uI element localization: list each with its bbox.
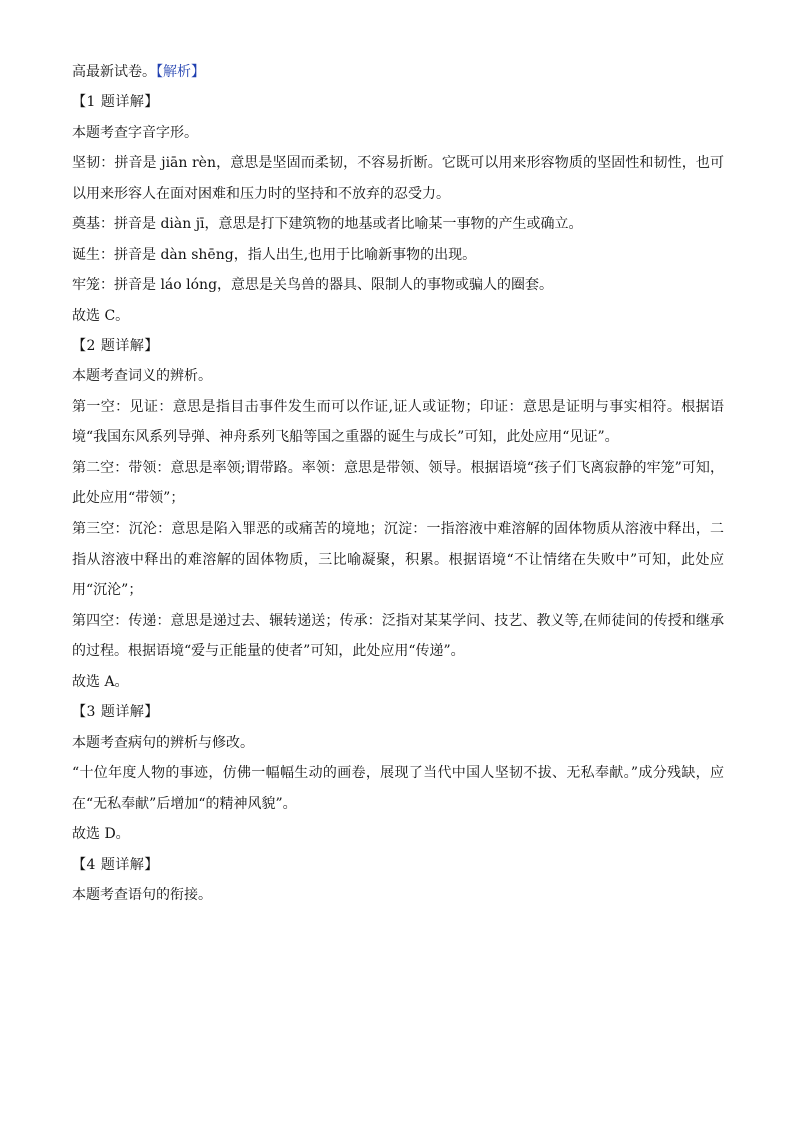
q1-answer: 故选 C。 bbox=[72, 307, 130, 324]
document-page bbox=[72, 62, 724, 915]
q1-topic: 本题考查字音字形。 bbox=[72, 124, 198, 141]
q3-topic: 本题考查病句的辨析与修改。 bbox=[72, 734, 254, 751]
q2-item: 第一空：见证：意思是指目击事件发生而可以作证,证人或证物；印证：意思是证明与事实相符。根据语境“我国东风系列导弹、神舟系列飞船等国之重器的诞生与成长”可知，此处应用“见证”。 bbox=[72, 398, 724, 446]
q4-topic: 本题考查语句的衔接。 bbox=[72, 887, 212, 904]
q3-answer: 故选 D。 bbox=[72, 826, 130, 843]
q1-item: 坚韧：拼音是 jiān rèn，意思是坚固而柔韧，不容易折断。它既可以用来形容物质的坚固性和韧性，也可以用来形容人在面对困难和压力时的坚持和不放弃的忍受力。 bbox=[72, 155, 724, 202]
intro-text: 高最新试卷。 bbox=[72, 64, 156, 80]
q1-heading: 【1 题详解】 bbox=[72, 94, 159, 111]
q1-item: 牢笼：拼音是 láo lóng，意思是关鸟兽的器具、限制人的事物或骗人的圈套。 bbox=[72, 277, 554, 294]
q2-item: 第二空：带领：意思是率领;谓带路。率领：意思是带领、领导。根据语境“孩子们飞离寂静的牢笼”可知，此处应用“带领”； bbox=[72, 459, 724, 507]
q2-topic: 本题考查词义的辨析。 bbox=[72, 368, 212, 385]
q1-item: 诞生：拼音是 dàn shēng，指人出生,也用于比喻新事物的出现。 bbox=[72, 246, 477, 263]
q3-item: “十位年度人物的事迹，仿佛一幅幅生动的画卷，展现了当代中国人坚韧不拔、无私奉献。”成分残缺，应在“无私奉献”后增加“的精神风貌”。 bbox=[72, 765, 724, 812]
intro-line bbox=[72, 62, 724, 82]
q4-heading: 【4 题详解】 bbox=[72, 856, 159, 873]
analysis-link[interactable]: 【解析】 bbox=[156, 64, 205, 80]
q3-heading: 【3 题详解】 bbox=[72, 704, 159, 721]
q2-heading: 【2 题详解】 bbox=[72, 337, 159, 354]
q1-item: 奠基：拼音是 diàn jī，意思是打下建筑物的地基或者比喻某一事物的产生或确立。 bbox=[72, 216, 583, 233]
q2-answer: 故选 A。 bbox=[72, 673, 129, 690]
q2-item: 第三空：沉沦：意思是陷入罪恶的或痛苦的境地；沉淀：一指溶液中难溶解的固体物质从溶液中释出，二指从溶液中释出的难溶解的固体物质，三比喻凝聚，积累。根据语境“不让情绪在失败中”可知，此处应用“沉沦”； bbox=[72, 521, 724, 598]
q2-item: 第四空：传递：意思是递过去、辗转递送；传承：泛指对某某学问、技艺、教义等,在师徒间的传授和继承的过程。根据语境“爱与正能量的使者”可知，此处应用“传递”。 bbox=[72, 612, 724, 660]
